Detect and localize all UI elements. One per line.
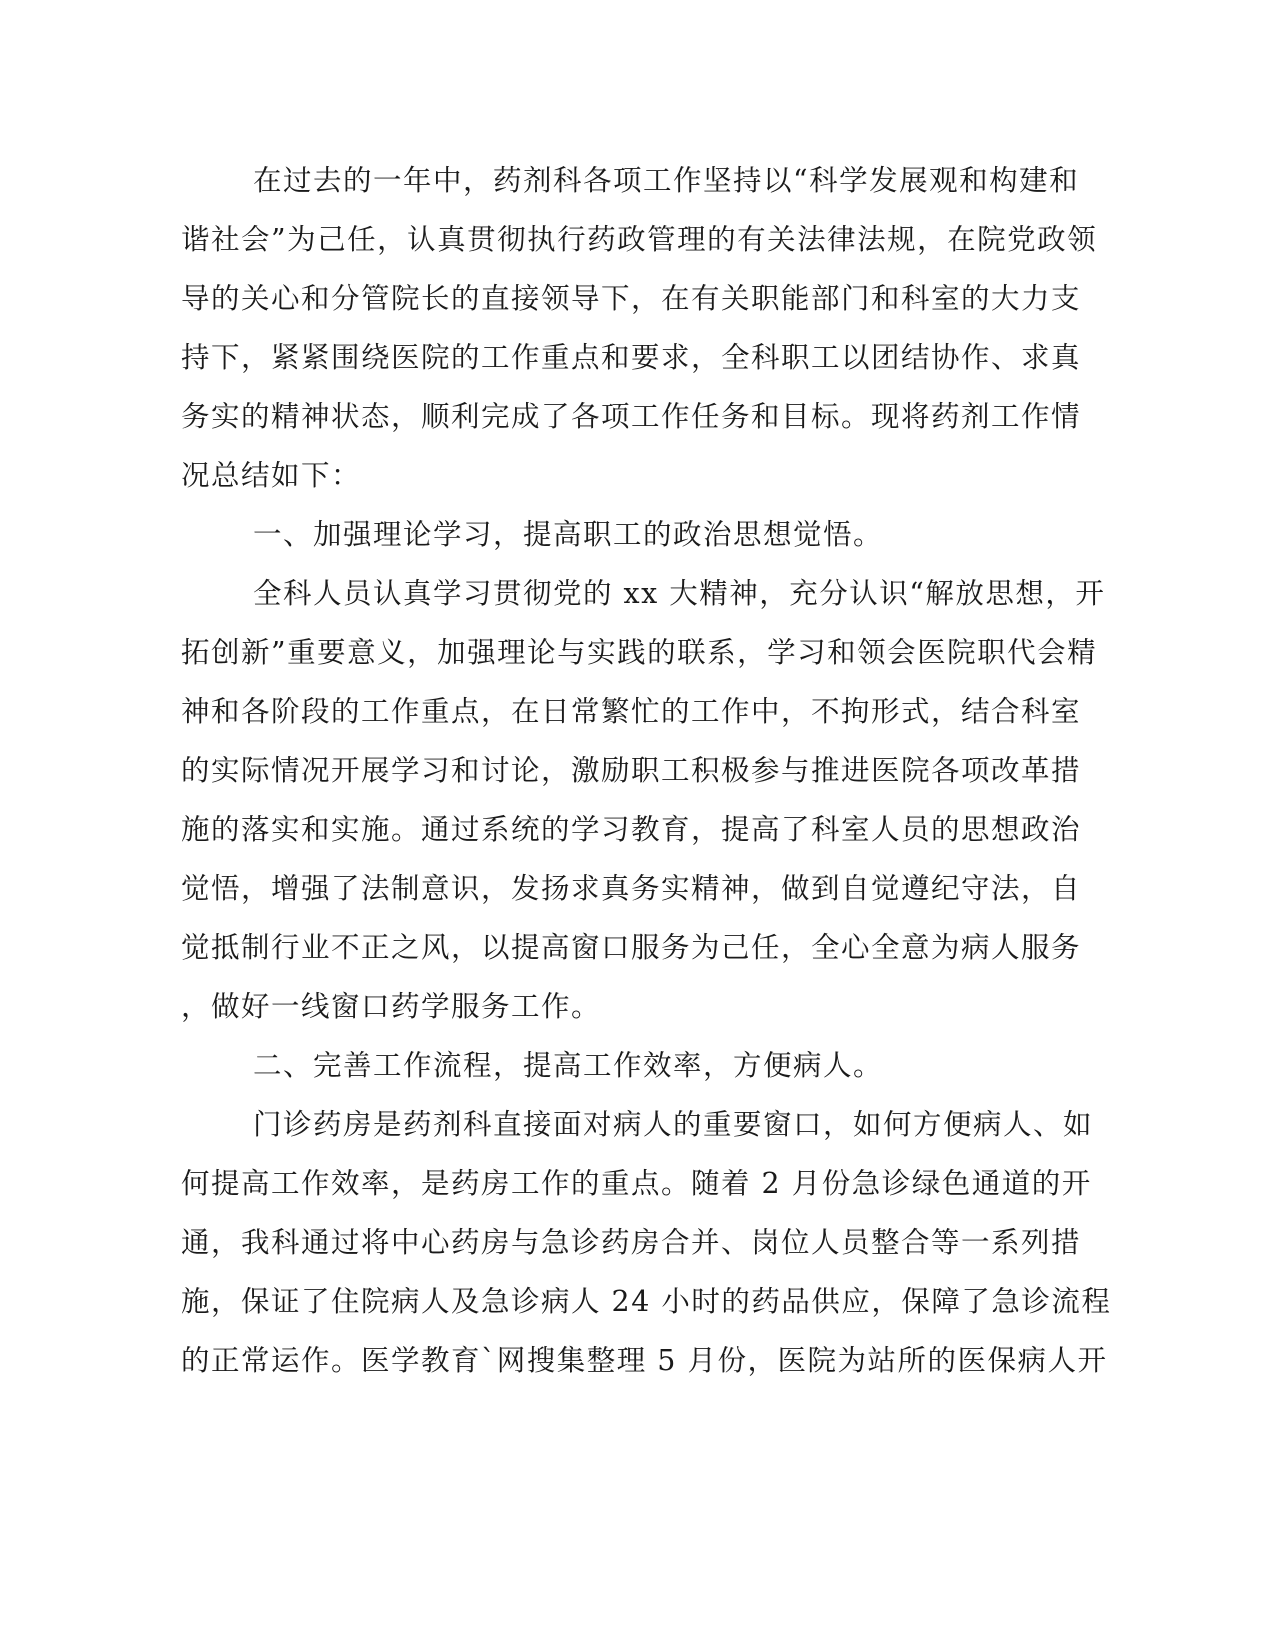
- paragraph-3-line-4: 施，保证了住院病人及急诊病人 24 小时的药品供应，保障了急诊流程: [181, 1285, 1112, 1318]
- paragraph-1-line-1: 在过去的一年中，药剂科各项工作坚持以“科学发展观和构建和: [253, 164, 1080, 197]
- paragraph-1-line-4: 持下，紧紧围绕医院的工作重点和要求，全科职工以团结协作、求真: [181, 341, 1082, 374]
- paragraph-1-line-3: 导的关心和分管院长的直接领导下，在有关职能部门和科室的大力支: [181, 282, 1082, 315]
- paragraph-3-line-3: 通，我科通过将中心药房与急诊药房合并、岗位人员整合等一系列措: [181, 1226, 1082, 1259]
- paragraph-2-line-2: 拓创新”重要意义，加强理论与实践的联系，学习和领会医院职代会精: [181, 636, 1098, 669]
- paragraph-2-line-1: 全科人员认真学习贯彻党的 xx 大精神，充分认识“解放思想，开: [253, 577, 1106, 610]
- paragraph-2-line-7: 觉抵制行业不正之风，以提高窗口服务为己任，全心全意为病人服务: [181, 931, 1082, 964]
- paragraph-3-line-1: 门诊药房是药剂科直接面对病人的重要窗口，如何方便病人、如: [253, 1108, 1094, 1141]
- paragraph-3-line-5: 的正常运作。医学教育`网搜集整理 5 月份，医院为站所的医保病人开: [181, 1344, 1108, 1377]
- section-heading-1: 一、加强理论学习，提高职工的政治思想觉悟。: [253, 518, 884, 551]
- paragraph-2-line-3: 神和各阶段的工作重点，在日常繁忙的工作中，不拘形式，结合科室: [181, 695, 1082, 728]
- paragraph-2-line-6: 觉悟，增强了法制意识，发扬求真务实精神，做到自觉遵纪守法，自: [181, 872, 1082, 905]
- paragraph-1-line-5: 务实的精神状态，顺利完成了各项工作任务和目标。现将药剂工作情: [181, 400, 1082, 433]
- paragraph-2-line-4: 的实际情况开展学习和讨论，激励职工积极参与推进医院各项改革措: [181, 754, 1082, 787]
- paragraph-1-line-6: 况总结如下：: [181, 459, 362, 492]
- paragraph-2-line-5: 施的落实和实施。通过系统的学习教育，提高了科室人员的思想政治: [181, 813, 1082, 846]
- paragraph-1-line-2: 谐社会”为己任，认真贯彻执行药政管理的有关法律法规，在院党政领: [181, 223, 1098, 256]
- paragraph-2-line-8: ，做好一线窗口药学服务工作。: [181, 990, 602, 1023]
- section-heading-2: 二、完善工作流程，提高工作效率，方便病人。: [253, 1049, 884, 1082]
- paragraph-3-line-2: 何提高工作效率，是药房工作的重点。随着 2 月份急诊绿色通道的开: [181, 1167, 1092, 1200]
